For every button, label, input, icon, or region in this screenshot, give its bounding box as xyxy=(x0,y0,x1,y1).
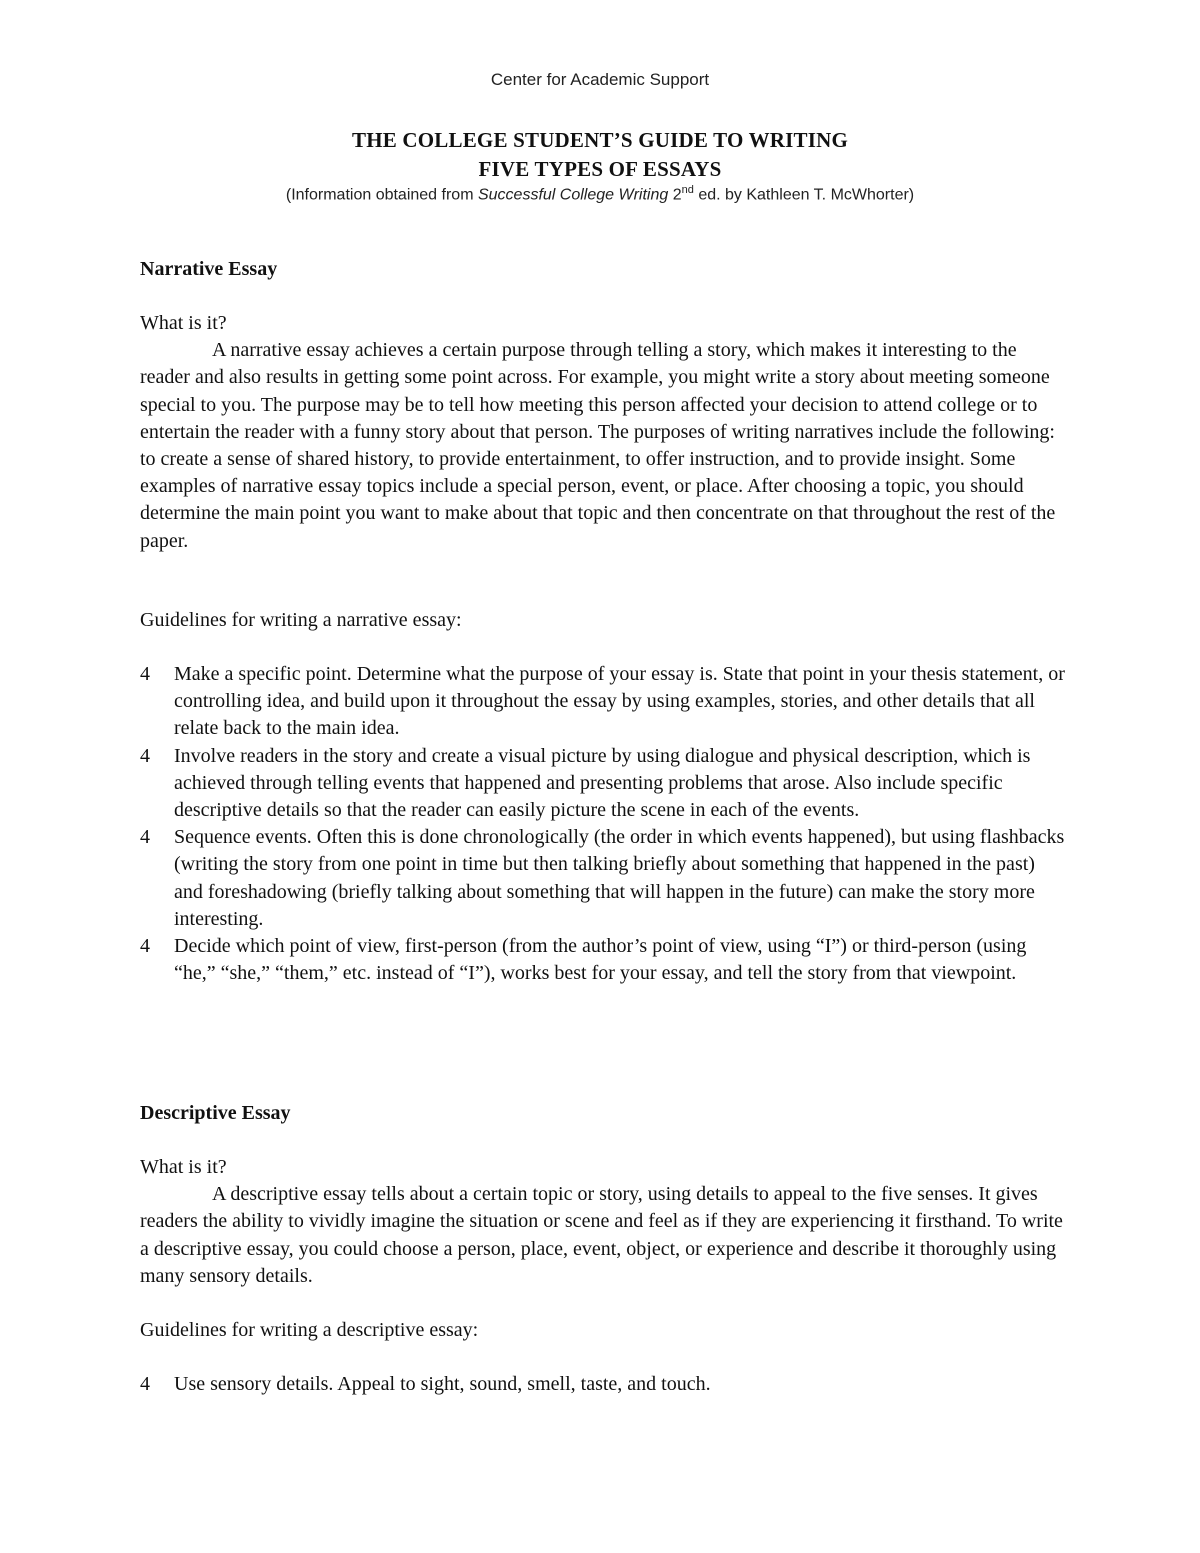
descriptive-body xyxy=(140,1154,1065,1290)
source-edition-superscript: nd xyxy=(681,184,694,196)
narrative-question: What is it? xyxy=(140,312,227,334)
narrative-guidelines-label-block xyxy=(140,607,1065,634)
list-item xyxy=(140,824,1065,933)
source-book-title: Successful College Writing xyxy=(477,186,669,204)
narrative-guidelines-label: Guidelines for writing a narrative essay: xyxy=(140,609,462,631)
source-edition-number: 2 xyxy=(672,186,682,204)
bullet-icon: 4 xyxy=(140,1373,150,1395)
list-item xyxy=(140,1371,1065,1398)
descriptive-paragraph: A descriptive essay tells about a certain topic or story, using details to appeal to the five senses. It gives readers the ability to vividly imagine the situation or scene and feel as if they are experiencing it firsthand. To write a descriptive essay, you could choose a person, place, event, object, or experience and describe it thoroughly using many sensory details. xyxy=(140,1183,1063,1287)
section-heading-narrative: Narrative Essay xyxy=(140,258,278,280)
descriptive-guidelines-label-block xyxy=(140,1317,1065,1344)
narrative-guidelines xyxy=(140,661,1065,987)
descriptive-guidelines-label: Guidelines for writing a descriptive essay: xyxy=(140,1319,479,1341)
descriptive-guidelines-list xyxy=(140,1371,1065,1398)
source-citation xyxy=(0,184,1200,204)
section-heading-descriptive: Descriptive Essay xyxy=(140,1102,291,1124)
page-header: Center for Academic Support xyxy=(490,70,710,89)
descriptive-guidelines xyxy=(140,1371,1065,1398)
document-title-line-2: FIVE TYPES OF ESSAYS xyxy=(478,157,722,181)
bullet-icon: 4 xyxy=(140,935,150,958)
list-item xyxy=(140,661,1065,743)
list-item-text: Decide which point of view, first-person (from the author’s point of view, using “I”) or third-person (using “he,” “she,” “them,” etc. instead of “I”), works best for your essay, and tell the story from that viewpoint. xyxy=(174,935,1027,985)
bullet-icon: 4 xyxy=(140,744,150,767)
list-item xyxy=(140,933,1065,987)
list-item xyxy=(140,743,1065,825)
document-title-line-1: THE COLLEGE STUDENT’S GUIDE TO WRITING xyxy=(352,128,848,152)
list-item-text: Make a specific point. Determine what the purpose of your essay is. State that point in your thesis statement, or controlling idea, and build upon it throughout the essay by using examples, stories, and other details that all relate back to the main idea. xyxy=(174,663,1065,740)
list-item-text: Involve readers in the story and create a visual picture by using dialogue and physical description, which is achieved through telling events that happened and presenting problems that arose. Also include specific descriptive details so that the reader can easily picture the scene in each of the events. xyxy=(174,744,1031,822)
list-item-text: Use sensory details. Appeal to sight, sound, smell, taste, and touch. xyxy=(174,1373,711,1395)
bullet-icon: 4 xyxy=(140,663,150,685)
descriptive-section xyxy=(140,1100,1065,1127)
list-item-text: Sequence events. Often this is done chronologically (the order in which events happened), but using flashbacks (writing the story from one point in time but then talking briefly about something that happened in the past) and foreshadowing (briefly talking about something that will happen in the future) can make the story more interesting. xyxy=(174,826,1065,930)
bullet-icon: 4 xyxy=(140,826,150,849)
narrative-body xyxy=(140,310,1065,555)
descriptive-question: What is it? xyxy=(140,1156,227,1178)
narrative-guidelines-list xyxy=(140,661,1065,987)
narrative-section xyxy=(140,256,1065,283)
narrative-paragraph: A narrative essay achieves a certain purpose through telling a story, which makes it interesting to the reader and also results in getting some point across. For example, you might write a story about meeting someone special to you. The purpose may be to tell how meeting this person affected your decision to attend college or to entertain the reader with a funny story about that person. The purposes of writing narratives include the following: to create a sense of shared history, to provide entertainment, to offer instruction, and to provide insight. Some examples of narrative essay topics include a special person, event, or place. After choosing a topic, you should determine the main point you want to make about that topic and then concentrate on that throughout the rest of the paper. xyxy=(140,339,1056,552)
source-suffix: ed. by Kathleen T. McWhorter) xyxy=(693,186,915,204)
source-prefix: (Information obtained from xyxy=(285,186,478,204)
